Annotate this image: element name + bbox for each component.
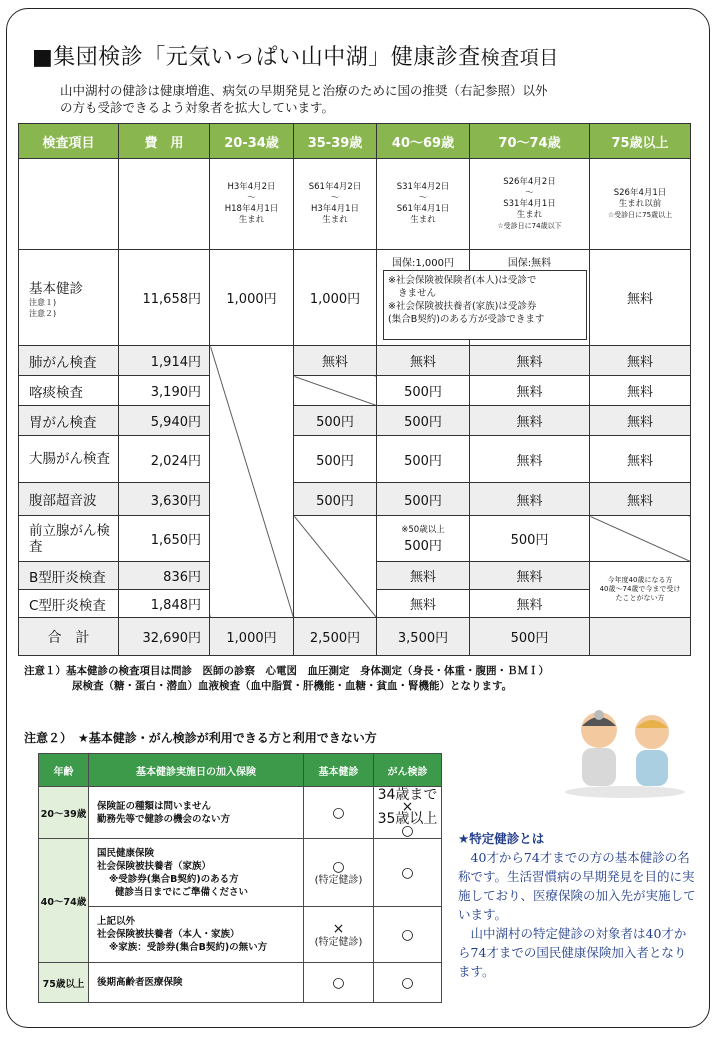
row-sputum-70: 無料 (470, 376, 590, 406)
row-total-price: 32,690円 (119, 618, 210, 656)
header-20-34: 20-34歳 (210, 124, 294, 159)
t2-r1-desc: 保険証の種類は問いません 勤務先等で健診の機会のない方 (89, 787, 304, 839)
row-stomach-35: 500円 (294, 406, 377, 436)
row-sputum-price: 3,190円 (119, 376, 210, 406)
row-stomach-75: 無料 (590, 406, 691, 436)
t2-r3-basic: × (特定健診) (304, 907, 374, 963)
cell-20-34-na (210, 346, 294, 618)
note-1: 注意１）基本健診の検査項目は問診 医師の診察 心電図 血圧測定 身体測定（身長・体重・腹囲・ＢＭＩ） 尿検査（糖・蛋白・潜血）血液検査（血中脂質・肝機能・血糖・貧血・腎機能）となります。 (24, 665, 549, 692)
t2-header-basic: 基本健診 (304, 754, 374, 787)
row-echo-label: 腹部超音波 (19, 483, 119, 516)
row-hepb-label: B型肝炎検査 (19, 562, 119, 590)
t2-r2-basic: ○ (特定健診) (304, 839, 374, 907)
row-colon-price: 2,024円 (119, 436, 210, 483)
hep-note: 今年度40歳になる方 40歳～74歳で今まで受け たことがない方 (590, 562, 691, 618)
row-colon-70: 無料 (470, 436, 590, 483)
row-total-75 (590, 618, 691, 656)
row-echo-40: 500円 (377, 483, 470, 516)
row-colon-40: 500円 (377, 436, 470, 483)
row-total-label: 合 計 (19, 618, 119, 656)
t2-header-cancer: がん検診 (374, 754, 442, 787)
dates-empty-cost (119, 159, 210, 250)
row-stomach-70: 無料 (470, 406, 590, 436)
row-total-35: 2,500円 (294, 618, 377, 656)
doctor-patient-illustration (560, 700, 690, 800)
dates-20-34: H3年4月2日 ～ H18年4月1日 生まれ (210, 159, 294, 250)
t2-header-insurance: 基本健診実施日の加入保険 (89, 754, 304, 787)
row-hepb-40: 無料 (377, 562, 470, 590)
row-hepc-70: 無料 (470, 590, 590, 618)
eligibility-table (38, 753, 442, 1003)
dates-35-39: S61年4月2日 ～ H3年4月1日 生まれ (294, 159, 377, 250)
row-total-20: 1,000円 (210, 618, 294, 656)
t2-r3-desc: 上記以外 社会保険被扶養者（本人・家族） ※家族：受診券(集合B契約)の無い方 (89, 907, 304, 963)
row-total-70: 500円 (470, 618, 590, 656)
t2-r1-cancer: 34歳まで× 35歳以上○ (374, 787, 442, 839)
row-echo-price: 3,630円 (119, 483, 210, 516)
row-prostate-price: 1,650円 (119, 516, 210, 562)
row-stomach-price: 5,940円 (119, 406, 210, 436)
row-lung-price: 1,914円 (119, 346, 210, 376)
row-lung-label: 肺がん検査 (19, 346, 119, 376)
header-cost: 費 用 (119, 124, 210, 159)
row-basic-75: 無料 (590, 250, 691, 346)
t2-r1-basic: ○ (304, 787, 374, 839)
tokutei-explanation: ★特定健診とは 40才から74才までの方の基本健診の名称です。生活習慣病の早期発見を目的に実施しており、医療保険の加入先が実施しています。 山中湖村の特定健診の対象者は40才から74才までの国民健康保険加入者となります。 (458, 831, 696, 979)
row-basic-20: 1,000円 (210, 250, 294, 346)
row-lung-40: 無料 (377, 346, 470, 376)
row-sputum-label: 喀痰検査 (19, 376, 119, 406)
exam-table (18, 123, 691, 656)
t2-r4-age: 75歳以上 (39, 963, 89, 1003)
row-hepc-40: 無料 (377, 590, 470, 618)
t2-r4-desc: 後期高齢者医療保険 (89, 963, 304, 1003)
row-stomach-40: 500円 (377, 406, 470, 436)
row-hepb-price: 836円 (119, 562, 210, 590)
row-stomach-label: 胃がん検査 (19, 406, 119, 436)
t2-r4-cancer: ○ (374, 963, 442, 1003)
cell-35-39-na (294, 516, 377, 618)
row-basic-40: 国保:1,000円 (377, 250, 470, 346)
intro-text: 山中湖村の健診は健康増進、病気の早期発見と治療のために国の推奨（右記参照）以外 の方も受診できるよう対象者を拡大しています。 (60, 83, 548, 115)
row-basic-label: 基本健診 注意１) 注意２) (19, 250, 119, 346)
t2-r3-cancer: ○ (374, 907, 442, 963)
page-title: ■集団検診「元気いっぱい山中湖」健康診査検査項目 (32, 45, 559, 70)
t2-r2-cancer: ○ (374, 839, 442, 907)
row-hepc-label: C型肝炎検査 (19, 590, 119, 618)
row-basic-price: 11,658円 (119, 250, 210, 346)
row-lung-70: 無料 (470, 346, 590, 376)
row-colon-75: 無料 (590, 436, 691, 483)
row-prostate-40: ※50歳以上 500円 (377, 516, 470, 562)
dates-empty (19, 159, 119, 250)
t2-r2-desc: 国民健康保険 社会保険被扶養者（家族） ※受診券(集合B契約)のある方 健診当日までにご準備ください (89, 839, 304, 907)
t2-r4-basic: ○ (304, 963, 374, 1003)
row-echo-35: 500円 (294, 483, 377, 516)
t2-header-age: 年齢 (39, 754, 89, 787)
row-prostate-75-na (590, 516, 691, 562)
row-sputum-40: 500円 (377, 376, 470, 406)
basic-note-box: ※社会保険被保険者(本人)は受診で きません ※社会保険被扶養者(家族)は受診券 (集合B契約)のある方が受診できます (383, 270, 587, 340)
dates-75plus: S26年4月1日 生まれ以前 ☆受診日に75歳以上 (590, 159, 691, 250)
header-75plus: 75歳以上 (590, 124, 691, 159)
note-2-title: 注意２） ★基本健診・がん検診が利用できる方と利用できない方 (24, 731, 377, 745)
row-prostate-label: 前立腺がん検査 (19, 516, 119, 562)
row-sputum-75: 無料 (590, 376, 691, 406)
header-item: 検査項目 (19, 124, 119, 159)
row-lung-35: 無料 (294, 346, 377, 376)
row-total-40: 3,500円 (377, 618, 470, 656)
row-colon-35: 500円 (294, 436, 377, 483)
row-sputum-35-na (294, 376, 377, 406)
row-basic-70: 国保:無料 (470, 250, 590, 346)
row-prostate-70: 500円 (470, 516, 590, 562)
t2-r1-age: 20～39歳 (39, 787, 89, 839)
row-echo-70: 無料 (470, 483, 590, 516)
row-colon-label: 大腸がん検査 (19, 436, 119, 483)
row-lung-75: 無料 (590, 346, 691, 376)
row-hepb-70: 無料 (470, 562, 590, 590)
header-40-69: 40～69歳 (377, 124, 470, 159)
row-basic-35: 1,000円 (294, 250, 377, 346)
dates-70-74: S26年4月2日 ～ S31年4月1日 生まれ ☆受診日に74歳以下 (470, 159, 590, 250)
row-hepc-price: 1,848円 (119, 590, 210, 618)
dates-40-69: S31年4月2日 ～ S61年4月1日 生まれ (377, 159, 470, 250)
row-echo-75: 無料 (590, 483, 691, 516)
header-35-39: 35-39歳 (294, 124, 377, 159)
t2-r2-age: 40～74歳 (39, 839, 89, 963)
header-70-74: 70～74歳 (470, 124, 590, 159)
